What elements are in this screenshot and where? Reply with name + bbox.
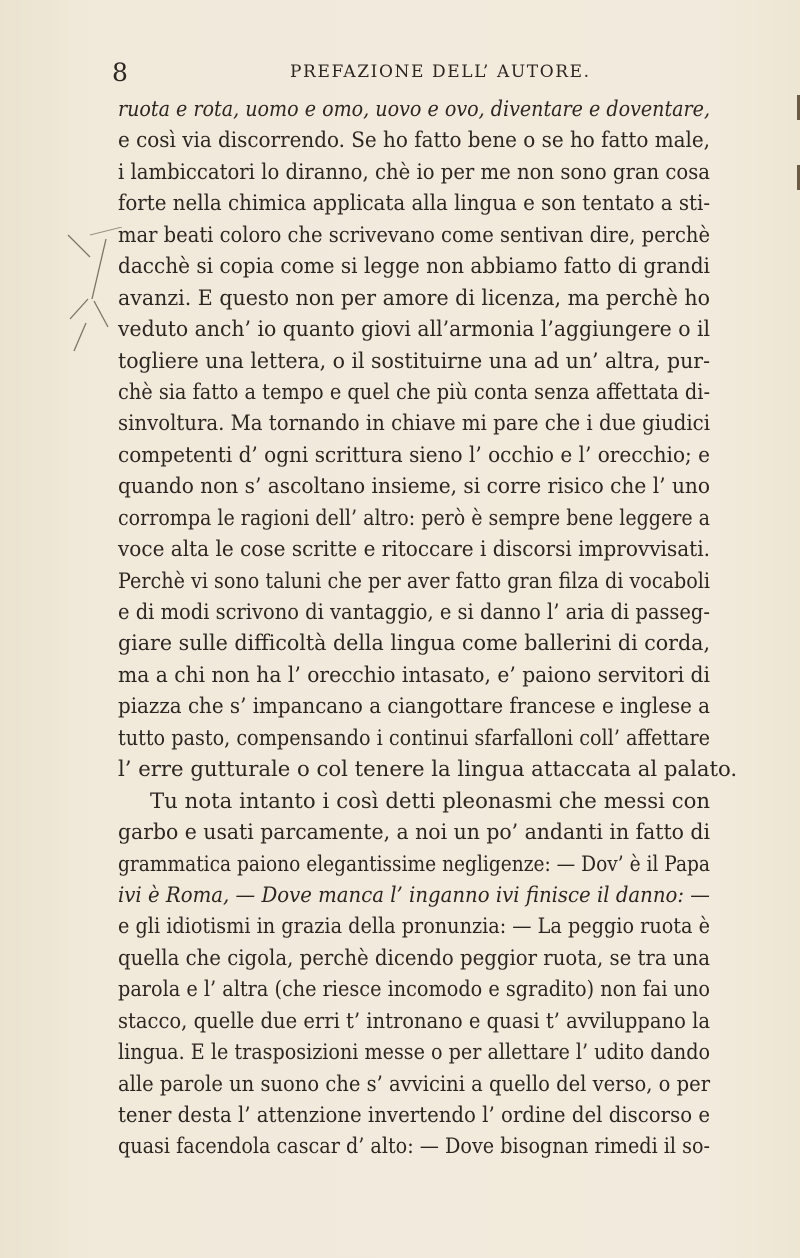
text-line: [118, 376, 710, 407]
text-line: [118, 187, 710, 218]
text-line: [118, 1099, 710, 1130]
line-text: quando non s’ ascoltano insieme, si corre risico che l’ uno: [118, 473, 711, 499]
text-line: [118, 250, 710, 281]
line-text: tutto pasto, compensando i continui sfarfalloni coll’ affettare: [118, 724, 711, 750]
text-line: [118, 910, 710, 941]
line-text: lingua. E le trasposizioni messe o per allettare l’ udito dando: [118, 1039, 711, 1065]
line-text: stacco, quelle due erri t’ intronano e quasi t’ avviluppano la: [118, 1007, 710, 1033]
line-text: i lambiccatori lo diranno, chè io per me non sono gran cosa: [118, 158, 710, 184]
text-line: [118, 93, 710, 124]
line-text: chè sia fatto a tempo e quel che più conta senza affettata di-: [118, 378, 710, 404]
line-text: avanzi. E questo non per amore di licenza, ma perchè ho: [118, 284, 711, 310]
line-text: sinvoltura. Ma tornando in chiave mi pare che i due giudici: [118, 410, 710, 436]
line-text: ruota e rota, uomo e omo, uovo e ovo, diventare e doventare,: [118, 96, 711, 121]
line-text: garbo e usati parcamente, a noi un po’ andanti in fatto di: [118, 819, 710, 845]
text-line: [118, 848, 710, 879]
text-line: [118, 219, 710, 250]
text-line: [118, 156, 710, 187]
line-text: corrompa le ragioni dell’ altro: però è sempre bene leggere a: [118, 504, 711, 530]
page-header: [112, 58, 712, 88]
text-line: [118, 879, 710, 910]
line-text: alle parole un suono che s’ avvicini a quello del verso, o per: [118, 1070, 711, 1096]
line-text: giare sulle difficoltà della lingua come ballerini di corda,: [118, 630, 711, 656]
line-text: voce alta le cose scritte e ritoccare i discorsi improvvisati.: [118, 536, 710, 562]
line-text: competenti d’ ogni scrittura sieno l’ occhio e l’ orecchio; e: [118, 441, 710, 467]
line-text: l’ erre gutturale o col tenere la lingua attaccata al palato.: [118, 756, 738, 782]
text-line: [118, 1068, 710, 1099]
text-line: [118, 1005, 710, 1036]
line-text: e così via discorrendo. Se ho fatto bene o se ho fatto male,: [118, 127, 710, 153]
line-text: grammatica paiono elegantissime negligenze: — Dov’ è il Papa: [118, 850, 711, 876]
text-line: [118, 439, 710, 470]
text-line: [118, 345, 710, 376]
text-line: [118, 282, 710, 313]
text-line: [118, 1130, 710, 1161]
line-text: quella che cigola, perchè dicendo peggior ruota, se tra una: [118, 944, 710, 970]
line-text: Perchè vi sono taluni che per aver fatto gran filza di vocaboli: [118, 567, 711, 593]
text-line: [118, 124, 710, 155]
line-text: e di modi scrivono di vantaggio, e si danno l’ aria di passeg-: [118, 599, 710, 624]
text-line: [118, 659, 710, 690]
line-text: piazza che s’ impancano a ciangottare francese e inglese a: [118, 693, 711, 719]
margin-pencil-mark-icon: [64, 227, 124, 367]
text-line: [118, 722, 710, 753]
text-line: [118, 1036, 710, 1067]
line-text: ma a chi non ha l’ orecchio intasato, e’ paiono servitori di: [118, 661, 711, 687]
line-text: ivi è Roma, — Dove manca l’ inganno ivi finisce il danno: —: [118, 881, 710, 907]
text-line: [118, 690, 710, 721]
line-text: parola e l’ altra (che riesce incomodo e sgradito) non fai uno: [118, 976, 711, 1002]
text-line: [118, 785, 710, 816]
line-text: togliere una lettera, o il sostituirne una ad un’ altra, pur-: [118, 347, 711, 373]
text-line: [118, 565, 710, 596]
text-line: [118, 973, 710, 1004]
text-line: [118, 470, 710, 501]
line-text: dacchè si copia come si legge non abbiamo fatto di grandi: [118, 253, 710, 279]
text-line: [118, 627, 710, 658]
line-text: forte nella chimica applicata alla lingua e son tentato a sti-: [118, 190, 711, 216]
text-line: [118, 533, 710, 564]
line-text: Tu nota intanto i così detti pleonasmi che messi con: [150, 787, 711, 813]
page-number: 8: [112, 58, 128, 87]
text-line: [118, 753, 738, 784]
text-line: [118, 407, 710, 438]
text-line: [118, 502, 710, 533]
text-line: [118, 313, 710, 344]
line-text: quasi facendola cascar d’ alto: — Dove bisognan rimedi il so-: [118, 1133, 711, 1159]
text-line: [118, 596, 710, 627]
running-head: PREFAZIONE DELL’ AUTORE.: [290, 62, 591, 82]
line-text: mar beati coloro che scrivevano come sentivan dire, perchè: [118, 221, 711, 247]
text-line: [118, 942, 710, 973]
line-text: veduto anch’ io quanto giovi all’armonia l’aggiungere o il: [118, 316, 711, 342]
line-text: tener desta l’ attenzione invertendo l’ ordine del discorso e: [118, 1102, 710, 1127]
body-text: [118, 93, 738, 1162]
text-line: [118, 816, 710, 847]
line-text: e gli idiotismi in grazia della pronunzia: — La peggio ruota è: [118, 913, 711, 939]
